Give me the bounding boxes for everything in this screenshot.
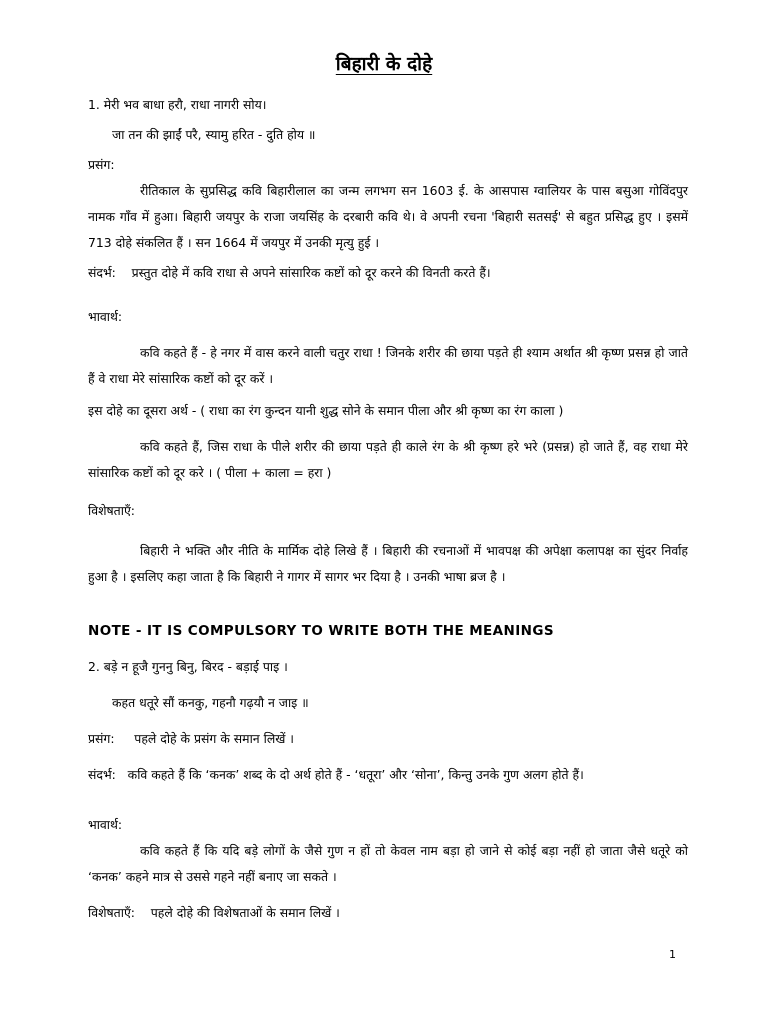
doha2-bhavarth-label: भावार्थ: bbox=[88, 817, 123, 832]
doha2-prasang bbox=[88, 726, 688, 752]
doha1-bhavarth-text2: कवि कहते हैं, जिस राधा के पीले शरीर की छाया पड़ते ही काले रंग के श्री कृष्ण हरे भरे (प्रसन्न) हो जाते हैं, वह राधा मेरे सांसारिक कष्टों को दूर करे । ( पीला + काला = हरा ) bbox=[88, 439, 688, 480]
doha1-bhavarth-text1: कवि कहते हैं - हे नगर में वास करने वाली चतुर राधा ! जिनके शरीर की छाया पड़ते ही श्याम अर्थात श्री कृष्ण प्रसन्न हो जाते हैं वे राधा मेरे सांसारिक कष्टों को दूर करें । bbox=[88, 345, 688, 386]
doha1-second-meaning: इस दोहे का दूसरा अर्थ - ( राधा का रंग कुन्दन यानी शुद्ध सोने के समान पीला और श्री कृष्ण का रंग काला ) bbox=[88, 403, 564, 418]
doha1-prasang-text: रीतिकाल के सुप्रसिद्ध कवि बिहारीलाल का जन्म लगभग सन 1603 ई. के आसपास ग्वालियर के पास बसुआ गोविंदपुर नामक गाँव में हुआ। बिहारी जयपुर के राजा जयसिंह के दरबारी कवि थे। वे अपनी रचना 'बिहारी सतसई' से बहुत प्रसिद्ध हुए । इसमें 713 दोहे संकलित हैं । सन 1664 में जयपुर में उनकी मृत्यु हुई । bbox=[88, 183, 688, 250]
doha2-prasang-text: पहले दोहे के प्रसंग के समान लिखें । bbox=[134, 731, 294, 746]
doha1-visheshta-text: बिहारी ने भक्ति और नीति के मार्मिक दोहे लिखे हैं । बिहारी की रचनाओं में भावपक्ष की अपेक्षा कलापक्ष का सुंदर निर्वाह हुआ है । इसलिए कहा जाता है कि बिहारी ने गागर में सागर भर दिया है । उनकी भाषा ब्रज है । bbox=[88, 543, 688, 584]
doha2-line2: कहत धतूरे सौं कनकु, गहनौ गढ़यौ न जाइ ॥ bbox=[112, 695, 309, 710]
doha2-visheshta-text: पहले दोहे की विशेषताओं के समान लिखें । bbox=[150, 905, 340, 920]
doha1-line1: 1. मेरी भव बाधा हरौ, राधा नागरी सोय। bbox=[88, 97, 267, 112]
page-number: 1 bbox=[669, 948, 676, 961]
doha1-sandarbh bbox=[88, 260, 688, 286]
doha2-visheshta bbox=[88, 900, 688, 926]
doha2-sandarbh-text: कवि कहते हैं कि ‘कनक’ शब्द के दो अर्थ होते हैं - ‘धतूरा’ और ‘सोना’, किन्तु उनके गुण अलग होते हैं। bbox=[127, 767, 584, 782]
doha2-line1: 2. बड़े न हूजै गुननु बिनु, बिरद - बड़ाई पाइ । bbox=[88, 659, 288, 674]
page-title: बिहारी के दोहे bbox=[335, 53, 433, 75]
doha2-prasang-label: प्रसंग: bbox=[88, 731, 115, 746]
doha1-visheshta-label: विशेषताएँ: bbox=[88, 503, 135, 518]
doha1-prasang-label: प्रसंग: bbox=[88, 157, 115, 172]
doha1-line2: जा तन की झाईं परै, स्यामु हरित - दुति होय ॥ bbox=[112, 127, 316, 142]
doha2-visheshta-label: विशेषताएँ: bbox=[88, 905, 135, 920]
doha1-sandarbh-label: संदर्भ: bbox=[88, 265, 116, 280]
doha2-sandarbh-label: संदर्भ: bbox=[88, 767, 116, 782]
doha1-sandarbh-text: प्रस्तुत दोहे में कवि राधा से अपने सांसारिक कष्टों को दूर करने की विनती करते हैं। bbox=[131, 265, 491, 280]
note-text: NOTE - IT IS COMPULSORY TO WRITE BOTH THE MEANINGS bbox=[88, 623, 554, 639]
doha2-sandarbh bbox=[88, 762, 688, 788]
doha2-bhavarth-text: कवि कहते हैं कि यदि बड़े लोगों के जैसे गुण न हों तो केवल नाम बड़ा हो जाने से कोई बड़ा नहीं हो जाता जैसे धतूरे को ‘कनक’ कहने मात्र से उससे गहने नहीं बनाए जा सकते । bbox=[88, 843, 688, 884]
doha1-bhavarth-label: भावार्थ: bbox=[88, 309, 123, 324]
